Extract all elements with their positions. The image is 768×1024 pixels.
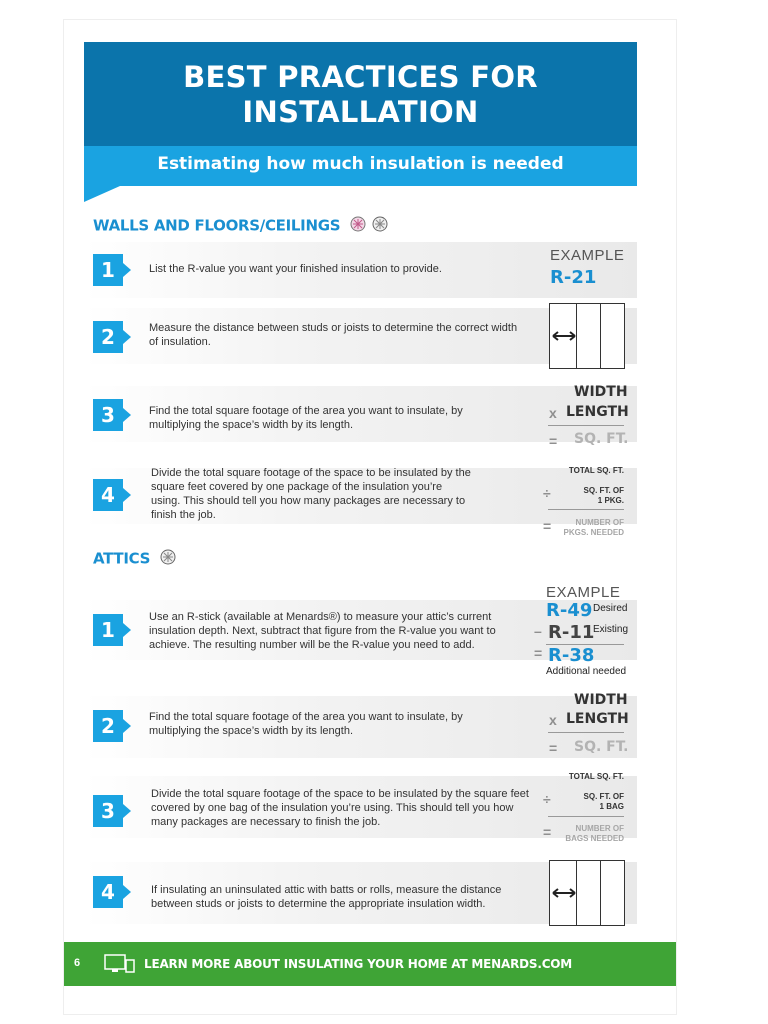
sqft-label: SQ. FT. — [574, 739, 629, 755]
length-label: LENGTH — [566, 404, 629, 420]
attics-section-heading — [93, 549, 176, 569]
step-text: List the R-value you want your finished insulation to provide. — [149, 263, 442, 275]
step-number: 2 — [93, 321, 123, 353]
width-arrow-icon — [552, 331, 576, 341]
step-text: Divide the total square footage of the space to be insulated by the square feet covered by one package of the insulation you’re using. This should tell you how many packages are necessary to finish the job. — [151, 467, 471, 521]
header-banner — [84, 42, 637, 146]
total-sqft-label: TOTAL SQ. FT. — [568, 772, 624, 781]
number-of-label: NUMBER OF — [575, 518, 624, 527]
existing-label: Existing — [593, 624, 629, 635]
bag-label: 1 BAG — [599, 802, 624, 811]
step-number: 1 — [93, 254, 123, 286]
walls-section-heading — [93, 216, 388, 236]
walls-heading-text: WALLS AND FLOORS/CEILINGS — [93, 216, 341, 235]
sqft-label: SQ. FT. — [574, 431, 629, 447]
divider-line — [548, 816, 624, 817]
total-sqft-label: TOTAL SQ. FT. — [568, 466, 624, 475]
times-sign: x — [549, 712, 557, 728]
divider-line — [548, 425, 624, 426]
equals-sign: = — [549, 433, 558, 449]
equals-sign: = — [543, 518, 552, 534]
computer-icon — [104, 954, 136, 974]
example-label: EXAMPLE — [546, 584, 621, 601]
desired-label: Desired — [593, 603, 628, 614]
step-text: Find the total square footage of the area you want to insulate, by multiplying the space’s width by its length. — [149, 711, 463, 737]
loose-fill-icon — [160, 549, 176, 569]
step-text: Divide the total square footage of the space to be insulated by the square feet covered by one bag of the insulation you’re using. This should tell you how many packages are necessary to finish the job. — [151, 788, 529, 828]
divide-sign: ÷ — [543, 485, 551, 501]
step-text: Use an R-stick (available at Menards®) to measure your attic’s current insulation depth. Next, subtract that figure from the R-value you want to achieve. The resulting number will be the R-value you need to add. — [149, 611, 496, 651]
pkgs-needed-label: PKGS. NEEDED — [563, 528, 624, 537]
step-text: Find the total square footage of the area you want to insulate, by multiplying the space’s width by its length. — [149, 405, 463, 431]
step-number: 4 — [93, 876, 123, 908]
existing-r-value: R-11 — [548, 622, 595, 643]
equals-sign: = — [549, 740, 558, 756]
step-number: 1 — [93, 614, 123, 646]
result-r-value: R-38 — [548, 645, 595, 666]
pkg-label: 1 PKG. — [597, 496, 624, 505]
step-text: Measure the distance between studs or joists to determine the correct width of insulation. — [149, 322, 518, 348]
step-number: 3 — [93, 795, 123, 827]
page-subtitle: Estimating how much insulation is needed — [157, 154, 564, 174]
menards-link[interactable]: MENARDS.COM — [471, 957, 573, 971]
page-number: 6 — [74, 957, 81, 969]
divide-sign: ÷ — [543, 791, 551, 807]
footer-text — [144, 957, 572, 971]
footer-text-prefix: LEARN MORE ABOUT INSULATING YOUR HOME AT — [144, 957, 472, 971]
divider-line — [548, 509, 624, 510]
example-label: EXAMPLE — [550, 247, 625, 264]
stud-diagram — [549, 303, 625, 369]
step-number: 3 — [93, 399, 123, 431]
step-text: If insulating an uninsulated attic with batts or rolls, measure the distance between studs or joists to determine the appropriate insulation width. — [151, 884, 502, 910]
roll-insulation-icon — [372, 216, 388, 236]
number-of-label: NUMBER OF — [575, 824, 624, 833]
subtitle-banner — [84, 146, 637, 186]
attics-heading-text: ATTICS — [93, 549, 151, 568]
width-label: WIDTH — [574, 692, 628, 708]
desired-r-value: R-49 — [546, 600, 593, 621]
step-number: 4 — [93, 479, 123, 511]
sqft-of-label: SQ. FT. OF — [583, 792, 624, 801]
minus-sign: – — [534, 623, 542, 639]
bags-needed-label: BAGS NEEDED — [565, 834, 624, 843]
step-number: 2 — [93, 710, 123, 742]
page-title: BEST PRACTICES FOR INSTALLATION — [183, 60, 538, 129]
sqft-of-label: SQ. FT. OF — [583, 486, 624, 495]
width-label: WIDTH — [574, 384, 628, 400]
footer-bar — [64, 942, 676, 986]
equals-sign: = — [534, 645, 543, 661]
stud-diagram — [549, 860, 625, 926]
example-r-value: R-21 — [550, 267, 597, 288]
equals-sign: = — [543, 824, 552, 840]
divider-line — [548, 732, 624, 733]
banner-notch — [84, 186, 156, 202]
width-arrow-icon — [552, 888, 576, 898]
batt-insulation-icon — [350, 216, 366, 236]
length-label: LENGTH — [566, 711, 629, 727]
times-sign: x — [549, 405, 557, 421]
result-label: Additional needed — [546, 666, 627, 677]
